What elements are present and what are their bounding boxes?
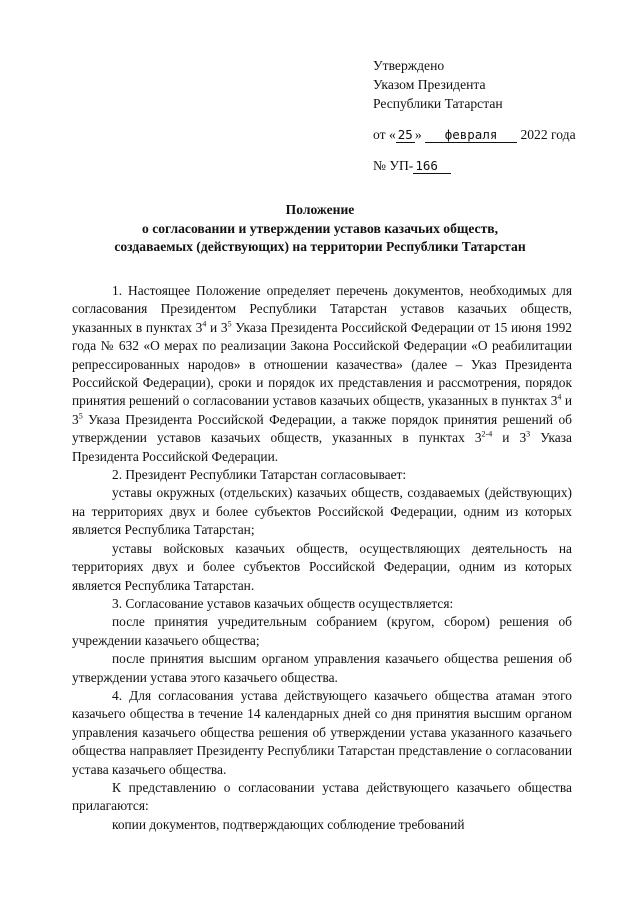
paragraph-3: уставы окружных (отдельских) казачьих обществ, создаваемых (действующих) на территориях двух и более субъектов Российской Федерации, одним из которых является Республика Татарстан;: [72, 485, 572, 538]
approval-line-decree: Указом Президента: [373, 77, 486, 92]
approval-number: № УП- 166: [373, 156, 603, 175]
paragraph-10: копии документов, подтверждающих соблюдение требований: [112, 816, 465, 832]
paragraph-9: К представлению о согласовании устава действующего казачьего общества прилагаются:: [72, 779, 572, 814]
paragraph-1: 1. Настоящее Положение определяет перечень документов, необходимых для согласования Президентом Республики Татарстан уставов казачьих обществ, указанных в пунктах $3^4$ и $3^5$ Указа Президента Российской Федерации от 15 июня 1992 года № 632 «О мерах по реализации Закона Российской Федерации «О реабилитации репрессированных народов» в отношении казачества» (далее – Указ Президента Российской Федерации), сроки и порядок их представления и рассмотрения, порядок принятия решений о согласовании уставов казачьих обществ, указанных в пунктах $3^4$ и $3^5$ Указа Президента Российской Федерации, а также порядок принятия решений об утверждении уставов казачьих обществ, указанных в пунктах 3$^{2-4}$ и $3^3$ Указа Президента Российской Федерации.: [72, 283, 572, 464]
approval-date-day: 25: [397, 127, 413, 142]
document-title: [60, 201, 580, 257]
paragraph-5: 3. Согласование уставов казачьих обществ осуществляется:: [112, 595, 454, 611]
approval-date-month: февраля: [425, 127, 517, 143]
approval-date-year: 2022 года: [520, 127, 576, 142]
approval-stamp: [373, 56, 603, 175]
title-line-3: создаваемых (действующих) на территории Республики Татарстан: [114, 239, 526, 254]
approval-number-value: 166: [413, 158, 451, 174]
approval-line-republic: Республики Татарстан: [373, 96, 503, 111]
paragraph-8: 4. Для согласования устава действующего казачьего общества атаман этого казачьего общества в течение 14 календарных дней со дня принятия высшим органом управления казачьего общества решения об утверждении устава указанного казачьего общества направляет Президенту Республики Татарстан представление о согласовании устава казачьего общества.: [72, 687, 572, 777]
document-body: [72, 282, 572, 834]
title-line-2: о согласовании и утверждении уставов казачьих обществ,: [142, 220, 498, 236]
paragraph-4: уставы войсковых казачьих обществ, осуществляющих деятельность на территориях двух и более субъектов Российской Федерации, одним из которых является Республика Татарстан.: [72, 540, 572, 593]
paragraph-6: после принятия учредительным собранием (кругом, сбором) решения об учреждении казачьего общества;: [72, 614, 572, 648]
approval-date: от « 25 » февраля 2022 года: [373, 127, 576, 142]
paragraph-2: 2. Президент Республики Татарстан согласовывает:: [112, 467, 407, 483]
paragraph-7: после принятия высшим органом управления казачьего общества решения об утверждении устава этого казачьего общества.: [72, 651, 572, 685]
title-line-1: Положение: [285, 202, 355, 217]
approval-line-approved: Утверждено: [373, 58, 445, 73]
